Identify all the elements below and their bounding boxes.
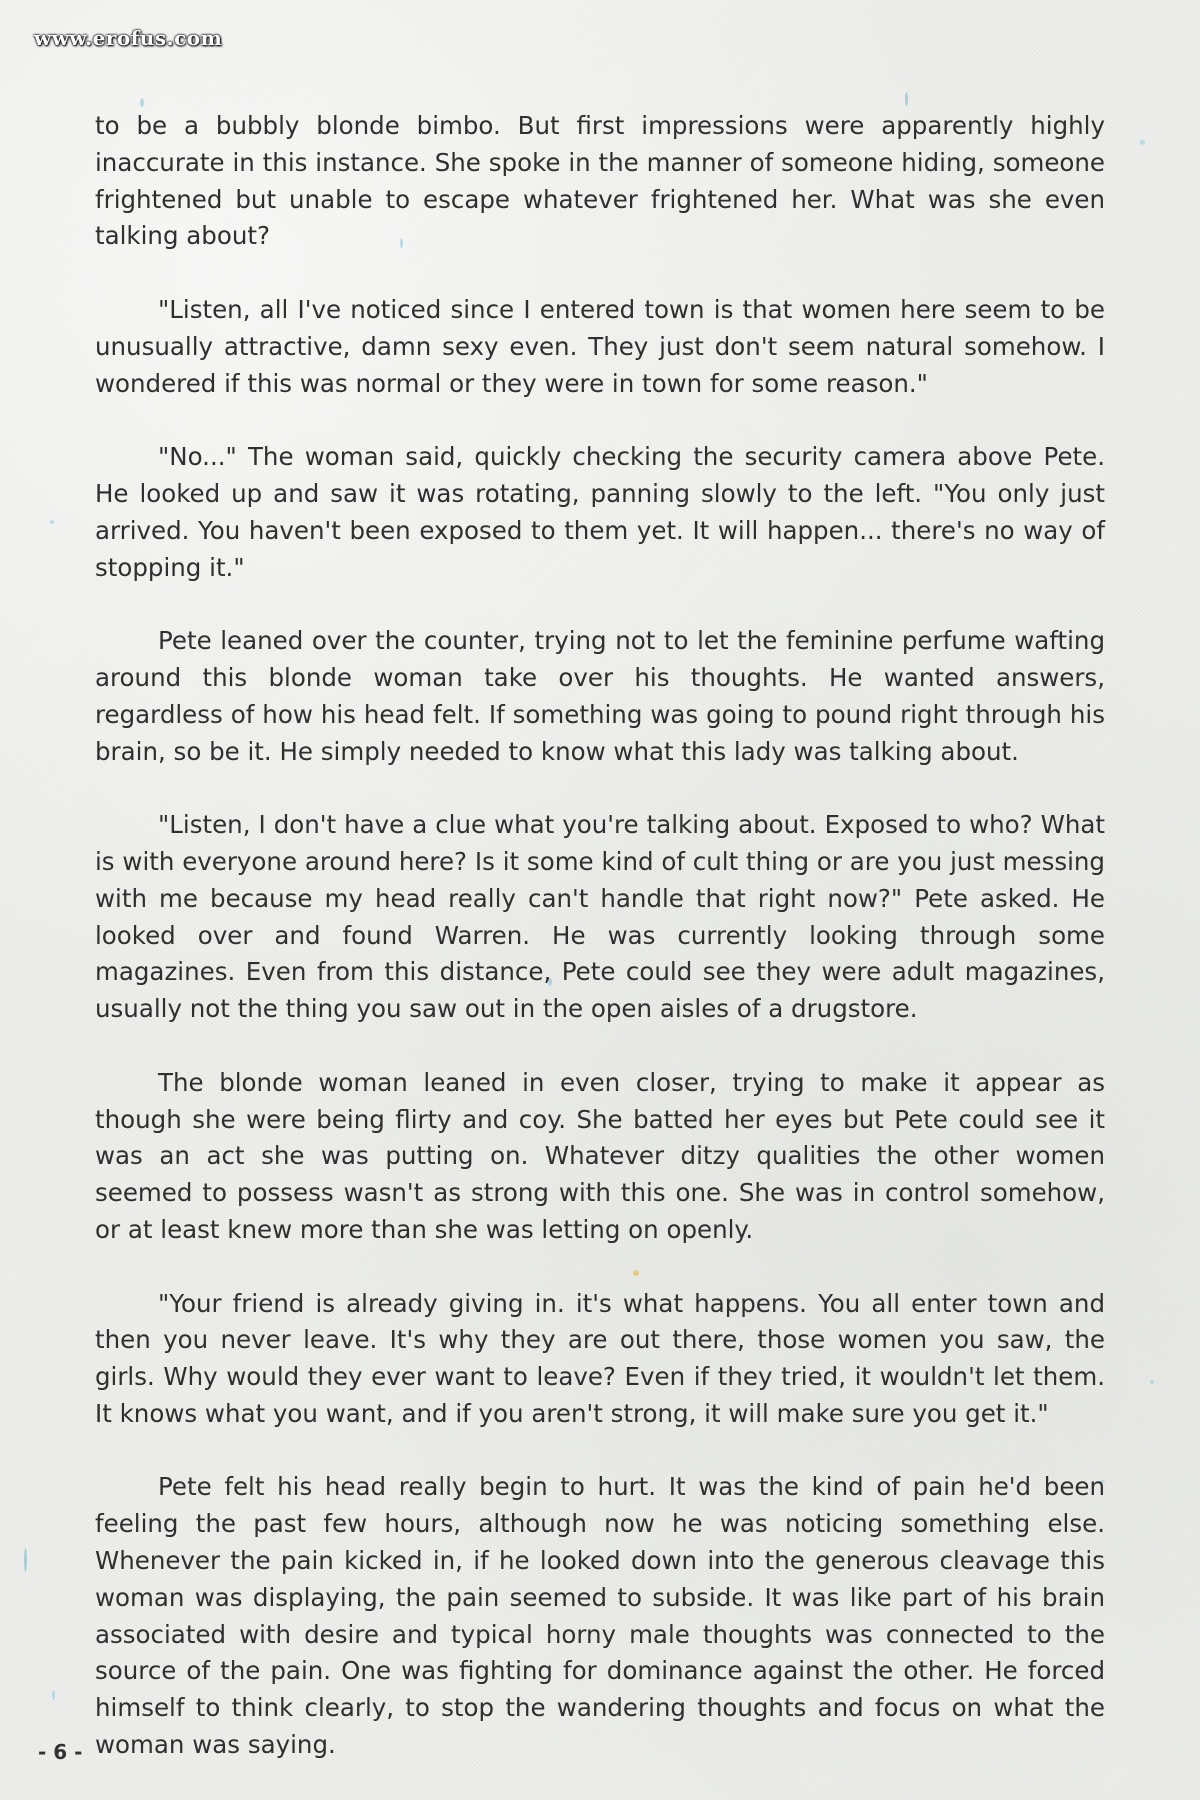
watermark-logo: www.erofus.com bbox=[34, 26, 223, 50]
paragraph-8: Pete felt his head really begin to hurt. It was the kind of pain he'd been feeling the past few hours, although now he was noticing something else. Whenever the pain kicked in, if he looked down into the generous cleavage this woman was displaying, the pain seemed to subside. It was like part of his brain associated with desire and typical horny male thoughts was connected to the source of the pain. One was fighting for dominance against the other. He forced himself to think clearly, to stop the wandering thoughts and focus on what the woman was saying. bbox=[95, 1472, 1105, 1760]
paragraph-2: "Listen, all I've noticed since I entered town is that women here seem to be unusually attractive, damn sexy even. They just don't seem natural somehow. I wondered if this was normal or they were in town for some reason." bbox=[95, 294, 1105, 398]
body-text bbox=[95, 108, 1105, 1800]
paragraph-7: "Your friend is already giving in. it's what happens. You all enter town and then you never leave. It's why they are out there, those women you saw, the girls. Why would they ever want to leave? Even if they tried, it wouldn't let them. It knows what you want, and if you aren't strong, it will make sure you get it." bbox=[95, 1288, 1105, 1428]
paper-speck bbox=[1140, 140, 1145, 145]
paper-speck bbox=[140, 98, 144, 107]
paper-speck bbox=[1150, 1380, 1154, 1384]
paper-speck bbox=[52, 1690, 55, 1700]
paper-speck bbox=[50, 520, 54, 524]
paragraph-3: "No..." The woman said, quickly checking the security camera above Pete. He looked up and saw it was rotating, panning slowly to the left. "You only just arrived. You haven't been exposed to them yet. It will happen... there's no way of stopping it." bbox=[95, 442, 1105, 582]
paragraph-1: to be a bubbly blonde bimbo. But first impressions were apparently highly inaccurate in this instance. She spoke in the manner of someone hiding, someone frightened but unable to escape whatever frightened her. What was she even talking about? bbox=[95, 111, 1105, 251]
paper-speck bbox=[24, 1548, 27, 1572]
page-number: - 6 - bbox=[38, 1740, 83, 1764]
paragraph-6: The blonde woman leaned in even closer, trying to make it appear as though she were being flirty and coy. She batted her eyes but Pete could see it was an act she was putting on. Whatever ditzy qualities the other women seemed to possess wasn't as strong with this one. She was in control somehow, or at least knew more than she was letting on openly. bbox=[95, 1067, 1105, 1244]
paragraph-5: "Listen, I don't have a clue what you're talking about. Exposed to who? What is with everyone around here? Is it some kind of cult thing or are you just messing with me because my head really can't handle that right now?" Pete asked. He looked over and found Warren. He was currently looking through some magazines. Even from this distance, Pete could see they were adult magazines, usually not the thing you saw out in the open aisles of a drugstore. bbox=[95, 810, 1105, 1024]
paper-speck bbox=[905, 92, 908, 106]
paragraph-4: Pete leaned over the counter, trying not to let the feminine perfume wafting around this blonde woman take over his thoughts. He wanted answers, regardless of how his head felt. If something was going to pound right through his brain, so be it. He simply needed to know what this lady was talking about. bbox=[95, 626, 1105, 766]
